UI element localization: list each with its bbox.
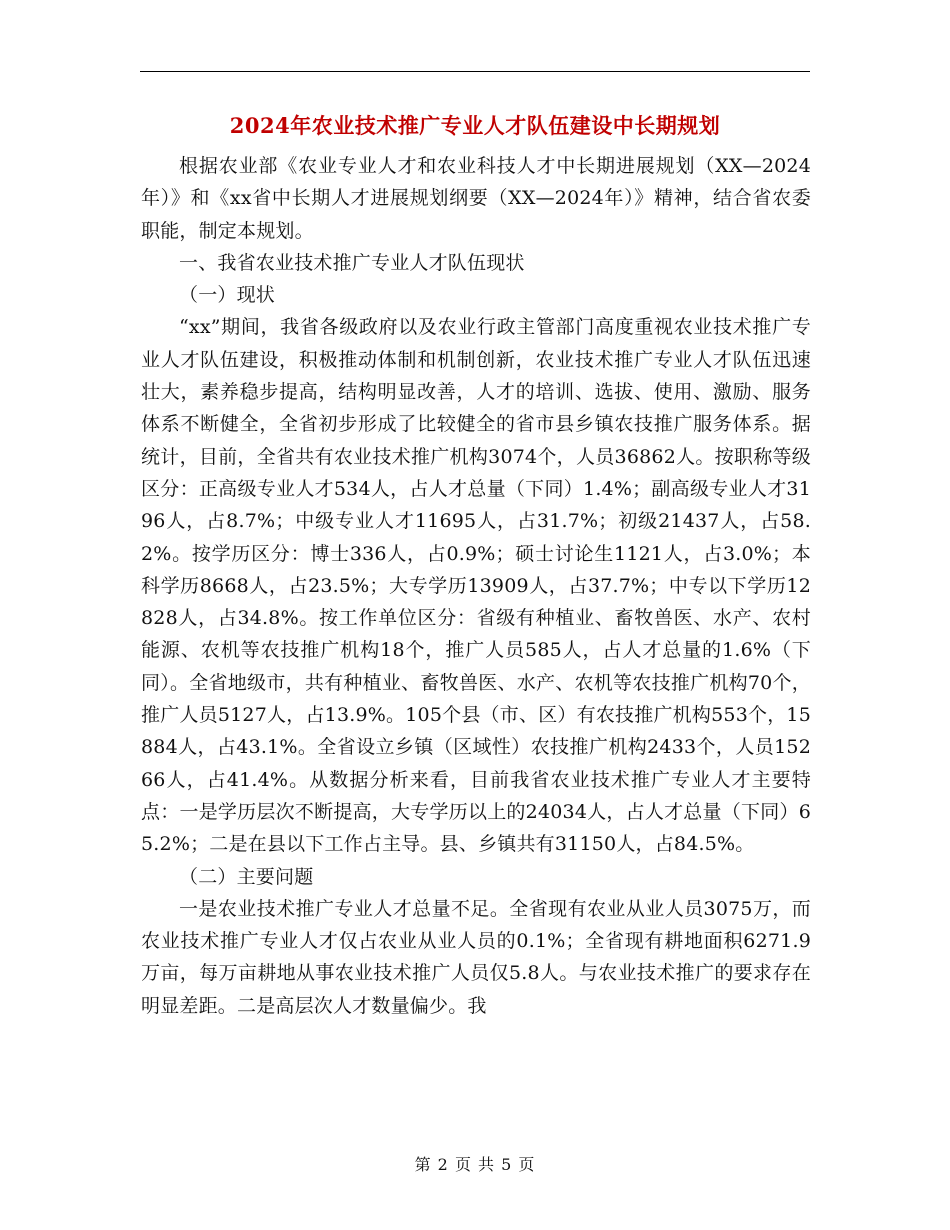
paragraph-problems: 一是农业技术推广专业人才总量不足。全省现有农业从业人员3075万，而农业技术推广专业人才仅占农业从业人员的0.1%；全省现有耕地面积6271.9万亩，每万亩耕地从事农业技术推广人员仅5.8人。与农业技术推广的要求存在明显差距。二是高层次人才数量偏少。我 xyxy=(141,897,811,1017)
header-rule xyxy=(140,71,810,72)
paragraph-intro: 根据农业部《农业专业人才和农业科技人才中长期进展规划（XX—2024年）》和《xx省中长期人才进展规划纲要（XX—2024年）》精神，结合省农委职能，制定本规划。 xyxy=(141,155,811,242)
section-heading-1: 一、我省农业技术推广专业人才队伍现状 xyxy=(179,251,525,274)
subsection-heading-2: （二）主要问题 xyxy=(179,865,314,888)
document-title: 2024年农业技术推广专业人才队伍建设中长期规划 xyxy=(229,113,721,138)
paragraph-status: “xx”期间，我省各级政府以及农业行政主管部门高度重视农业技术推广专业人才队伍建设，积极推动体制和机制创新，农业技术推广专业人才队伍迅速壮大，素养稳步提高，结构明显改善，人才的培训、选拔、使用、激励、服务体系不断健全，全省初步形成了比较健全的省市县乡镇农技推广服务体系。据统计，目前，全省共有农业技术推广机构3074个，人员36862人。按职称等级区分：正高级专业人才534人，占人才总量（下同）1.4%；副高级专业人才3196人，占8.7%；中级专业人才11695人，占31.7%；初级21437人，占58.2%。按学历区分：博士336人，占0.9%；硕士讨论生1121人，占3.0%；本科学历8668人，占23.5%；大专学历13909人，占37.7%；中专以下学历12828人，占34.8%。按工作单位区分：省级有种植业、畜牧兽医、水产、农村能源、农机等农技推广机构18个，推广人员585人，占人才总量的1.6%（下同）。全省地级市，共有种植业、畜牧兽医、水产、农机等农技推广机构70个，推广人员5127人，占13.9%。105个县（市、区）有农技推广机构553个，15884人，占43.1%。全省设立乡镇（区域性）农技推广机构2433个，人员15266人，占41.4%。从数据分析来看，目前我省农业技术推广专业人才主要特点：一是学历层次不断提高，大专学历以上的24034人，占人才总量（下同）65.2%；二是在县以下工作占主导。县、乡镇共有31150人，占84.5%。 xyxy=(141,316,811,856)
page-number: 第 2 页 共 5 页 xyxy=(414,1155,536,1174)
document-body xyxy=(141,150,811,1022)
subsection-heading-1: （一）现状 xyxy=(179,284,276,307)
